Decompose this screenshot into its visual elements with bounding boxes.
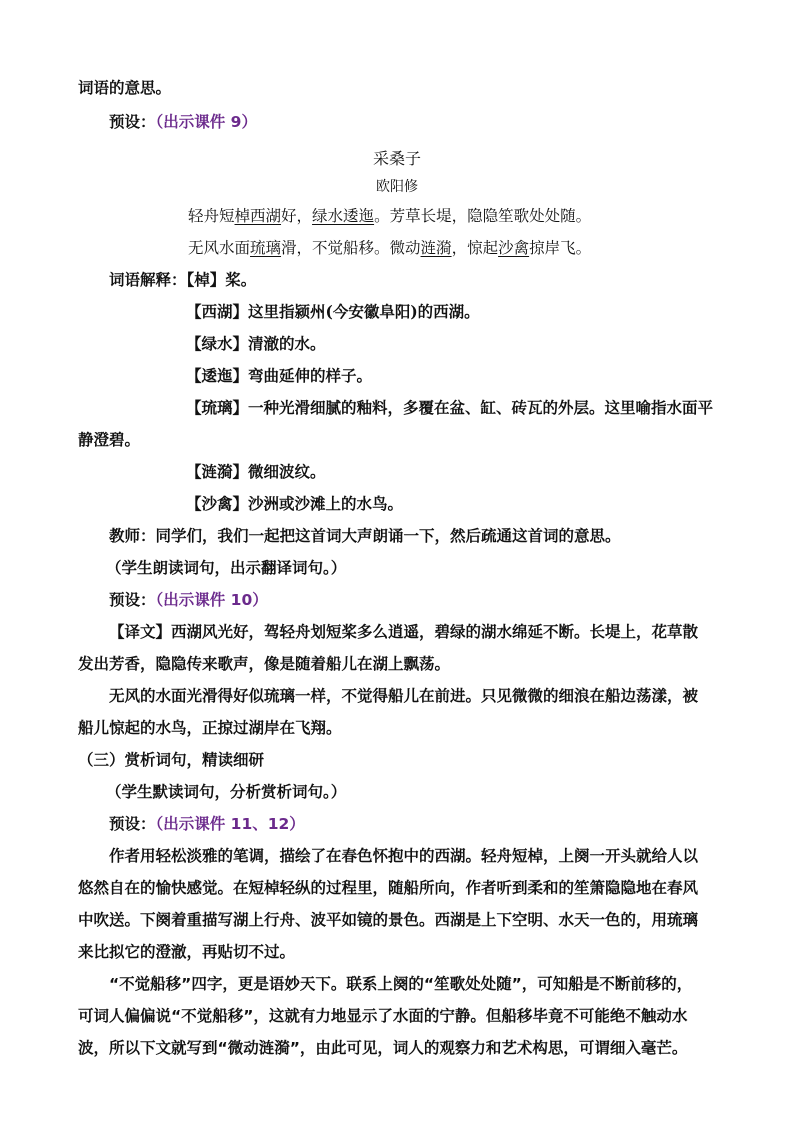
- courseware-note: （出示课件 9）: [155, 113, 257, 131]
- poem-text: 滑，不觉船移。微动: [281, 239, 421, 257]
- poem-title: 采桑子: [372, 149, 421, 168]
- gloss-line: [109, 270, 256, 290]
- gloss-entry: 【棹】桨。: [186, 270, 257, 289]
- preset-label: 预设：: [109, 815, 156, 833]
- analysis-line: 中吹送。下阕着重描写湖上行舟、波平如镜的景色。西湖是上下空明、水天一色的，用琉璃: [78, 911, 699, 929]
- analysis-line: “不觉船移”四字，更是语妙天下。联系上阕的“笙歌处处随”，可知船是不断前移的，: [109, 975, 693, 993]
- poem-line-1: [188, 206, 591, 226]
- translation-line: 船儿惊起的水鸟，正掠过湖岸在飞翔。: [78, 719, 342, 737]
- translation-line: 发出芳香，隐隐传来歌声，像是随着船儿在湖上飘荡。: [78, 655, 451, 673]
- analysis-line: 可词人偏偏说“不觉船移”，这就有力地显示了水面的宁静。但船移毕竟不可能绝不触动水: [78, 1007, 688, 1025]
- poem-text: 掠岸飞。: [529, 239, 592, 257]
- gloss-entry: 【逶迤】弯曲延伸的样子。: [186, 366, 373, 385]
- gloss-entry: 【琉璃】一种光滑细腻的釉料，多覆在盆、缸、砖瓦的外层。这里喻指水面平: [186, 398, 714, 417]
- poem-text: 轻舟短: [188, 207, 235, 225]
- preset-line: [109, 112, 257, 132]
- gloss-entry-continued: 静澄碧。: [78, 430, 141, 449]
- analysis-line: 波，所以下文就写到“微动涟漪”，由此可见，词人的观察力和艺术构思，可谓细入毫芒。: [78, 1039, 688, 1057]
- courseware-note: （出示课件 10）: [155, 591, 268, 609]
- poem-author: 欧阳修: [376, 179, 418, 195]
- analysis-line: 作者用轻松淡雅的笔调，描绘了在春色怀抱中的西湖。轻舟短棹，上阕一开头就给人以: [109, 847, 699, 865]
- stage-direction: （学生默读词句，分析赏析词句。）: [106, 783, 347, 801]
- section-heading: （三）赏析词句，精读细研: [78, 751, 265, 769]
- poem-text: 好，: [281, 207, 313, 225]
- poem-underlined-term: 琉璃: [250, 239, 282, 257]
- gloss-entry: 【涟漪】微细波纹。: [186, 462, 326, 481]
- poem-text: 无风水面: [188, 239, 251, 257]
- teacher-line: 教师：同学们，我们一起把这首词大声朗诵一下，然后疏通这首词的意思。: [109, 527, 621, 545]
- analysis-line: 来比拟它的澄澈，再贴切不过。: [78, 943, 296, 961]
- poem-text: 。芳草长堤，隐隐笙歌处处随。: [374, 207, 592, 225]
- preset-label: 预设：: [109, 591, 156, 609]
- preset-line: [109, 814, 305, 834]
- poem-underlined-term: 绿水逶迤: [312, 207, 375, 225]
- poem-underlined-term: 棹西湖: [234, 207, 282, 225]
- gloss-entry: 【西湖】这里指颍州(今安徽阜阳)的西湖。: [186, 302, 480, 321]
- analysis-line: 悠然自在的愉快感觉。在短棹轻纵的过程里，随船所向，作者听到柔和的笙箫隐隐地在春风: [78, 879, 699, 897]
- stage-direction: （学生朗读词句，出示翻译词句。）: [106, 559, 347, 577]
- gloss-label: 词语解释：: [109, 271, 187, 289]
- translation-line: 无风的水面光滑得好似琉璃一样，不觉得船儿在前进。只见微微的细浪在船边荡漾，被: [109, 687, 699, 705]
- gloss-entry: 【沙禽】沙洲或沙滩上的水鸟。: [186, 494, 404, 513]
- poem-text: ，惊起: [451, 239, 499, 257]
- poem-line-2: [188, 238, 591, 258]
- courseware-note: （出示课件 11、12）: [155, 815, 305, 833]
- gloss-entry: 【绿水】清澈的水。: [186, 334, 326, 353]
- preset-line: [109, 590, 268, 610]
- preset-label: 预设：: [109, 113, 156, 131]
- poem-underlined-term: 沙禽: [498, 239, 530, 257]
- poem-underlined-term: 涟漪: [420, 239, 452, 257]
- text-line: 词语的意思。: [78, 79, 172, 97]
- translation-line: 【译文】西湖风光好，驾轻舟划短桨多么逍遥，碧绿的湖水绵延不断。长堤上，花草散: [109, 623, 699, 641]
